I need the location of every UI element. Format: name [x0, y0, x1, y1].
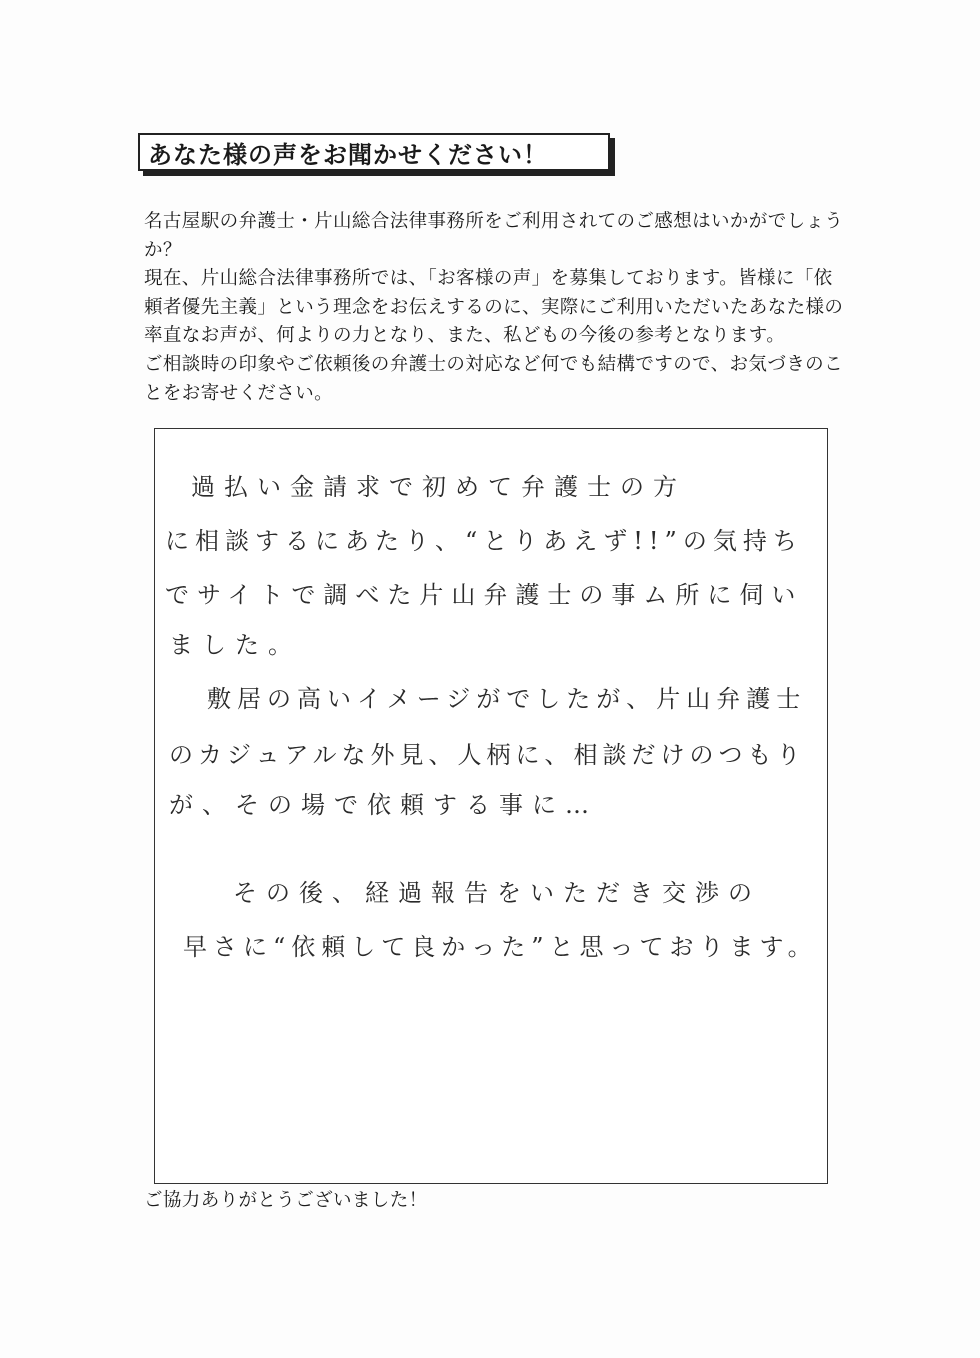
handwritten-line: に相談するにあたり、“とりあえず!!”の気持ち	[165, 527, 803, 555]
handwritten-line: のカジュアルな外見、人柄に、相談だけのつもり	[169, 741, 806, 769]
intro-paragraph: ご相談時の印象やご依頼後の弁護士の対応など何でも結構ですので、お気づきのことをお寄せください。	[144, 353, 843, 404]
handwritten-line: 敷居の高いイメージがでしたが、片山弁護士	[207, 685, 807, 713]
handwritten-line: が、その場で依頼する事に…	[169, 791, 598, 819]
intro-paragraph: 現在、片山総合法律事務所では、「お客様の声」を募集しております。皆様に「依頼者優先主義」という理念をお伝えするのに、実際にご利用いただいたあなた様の率直なお声が、何よりの力となり、また、私どもの今後の参考となります。	[144, 268, 844, 347]
title-banner	[138, 133, 610, 171]
closing-text: ご協力ありがとうございました！	[144, 1190, 428, 1211]
handwritten-line: でサイトで調べた片山弁護士の事ム所に伺い	[165, 581, 804, 609]
handwritten-line: ました。	[169, 631, 301, 659]
page-title: あなた様の声をお聞かせください！	[148, 140, 548, 169]
intro-text	[144, 208, 844, 408]
handwritten-comment-box	[154, 428, 828, 1184]
intro-paragraph: 名古屋駅の弁護士・片山総合法律事務所をご利用されてのご感想はいかがでしょうか？	[144, 211, 844, 261]
handwritten-line: 早さに“依頼して良かった”と思っております。	[183, 933, 818, 961]
handwritten-line: その後、経過報告をいただき交渉の	[233, 879, 761, 907]
handwritten-line: 過払い金請求で初めて弁護士の方	[191, 473, 686, 501]
